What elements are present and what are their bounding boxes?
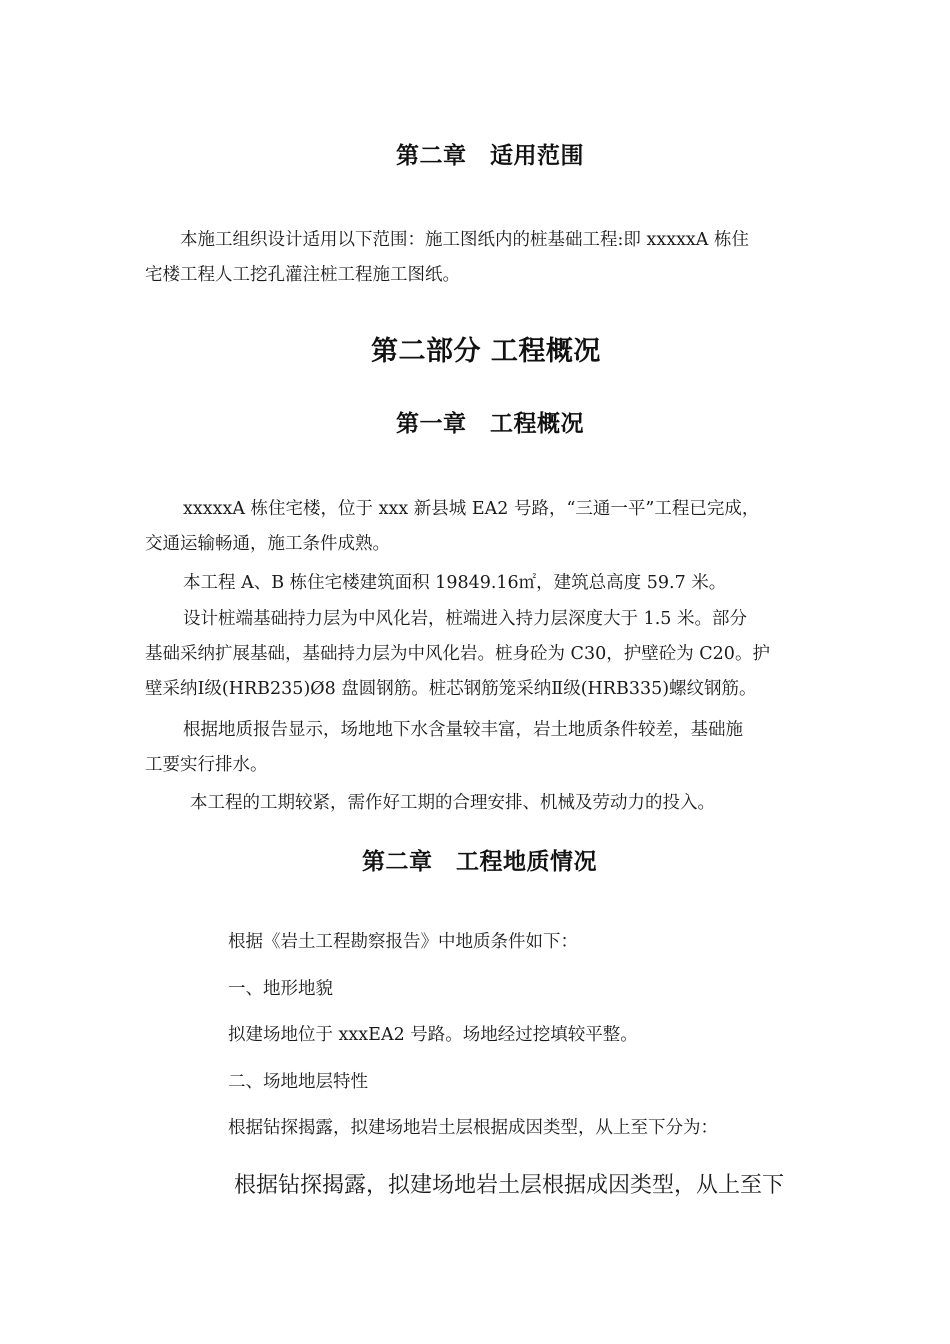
overview-p5-line-1: 本工程的工期较紧，需作好工期的合理安排、机械及劳动力的投入。 xyxy=(190,793,715,813)
part-heading-overview: 第二部分 工程概况 xyxy=(371,336,601,367)
overview-p3-line-2: 基础采纳扩展基础，基础持力层为中风化岩。桩身砼为 C30，护壁砼为 C20。护 xyxy=(145,644,770,664)
geology-item-1-text: 拟建场地位于 xxxEA2 号路。场地经过挖填较平整。 xyxy=(228,1025,638,1045)
geology-item-1-title: 一、地形地貌 xyxy=(228,979,333,999)
geology-intro: 根据《岩土工程勘察报告》中地质条件如下： xyxy=(228,932,578,952)
geology-repeat-large-text: 根据钻探揭露，拟建场地岩土层根据成因类型，从上至下 xyxy=(234,1173,785,1198)
overview-p3-line-1: 设计桩端基础持力层为中风化岩，桩端进入持力层深度大于 1.5 米。部分 xyxy=(183,609,747,629)
scope-line-2: 宅楼工程人工挖孔灌注桩工程施工图纸。 xyxy=(145,265,460,285)
overview-p1-line-2: 交通运输畅通，施工条件成熟。 xyxy=(145,534,390,554)
overview-paragraph-3 xyxy=(145,602,810,707)
overview-paragraph-5 xyxy=(145,786,810,821)
overview-p1-line-1: xxxxxA 栋住宅楼，位于 xxx 新县城 EA2 号路，“三通一平”工程已完成， xyxy=(183,499,760,519)
scope-line-1: 本施工组织设计适用以下范围：施工图纸内的桩基础工程:即 xxxxxA 栋住 xyxy=(180,230,750,250)
geology-item-2-text: 根据钻探揭露，拟建场地岩土层根据成因类型，从上至下分为： xyxy=(228,1118,718,1138)
overview-p4-line-1: 根据地质报告显示，场地地下水含量较丰富，岩土地质条件较差，基础施 xyxy=(183,720,743,740)
scope-paragraph xyxy=(145,223,810,293)
overview-paragraph-1 xyxy=(145,492,810,562)
chapter-heading-geology: 第二章 工程地质情况 xyxy=(362,849,597,875)
overview-p2-line-1: 本工程 A、B 栋住宅楼建筑面积 19849.16㎡，建筑总高度 59.7 米。 xyxy=(183,573,727,593)
overview-p3-line-3: 壁采纳Ⅰ级(HRB235)Ø8 盘圆钢筋。桩芯钢筋笼采纳Ⅱ级(HRB335)螺纹钢筋。 xyxy=(145,679,757,699)
overview-p4-line-2: 工要实行排水。 xyxy=(145,755,268,775)
overview-paragraph-4 xyxy=(145,713,810,783)
geology-item-2-title: 二、场地地层特性 xyxy=(228,1072,368,1092)
chapter-heading-scope: 第二章 适用范围 xyxy=(396,143,584,169)
chapter-heading-overview: 第一章 工程概况 xyxy=(396,411,584,437)
overview-paragraph-2 xyxy=(145,566,810,601)
